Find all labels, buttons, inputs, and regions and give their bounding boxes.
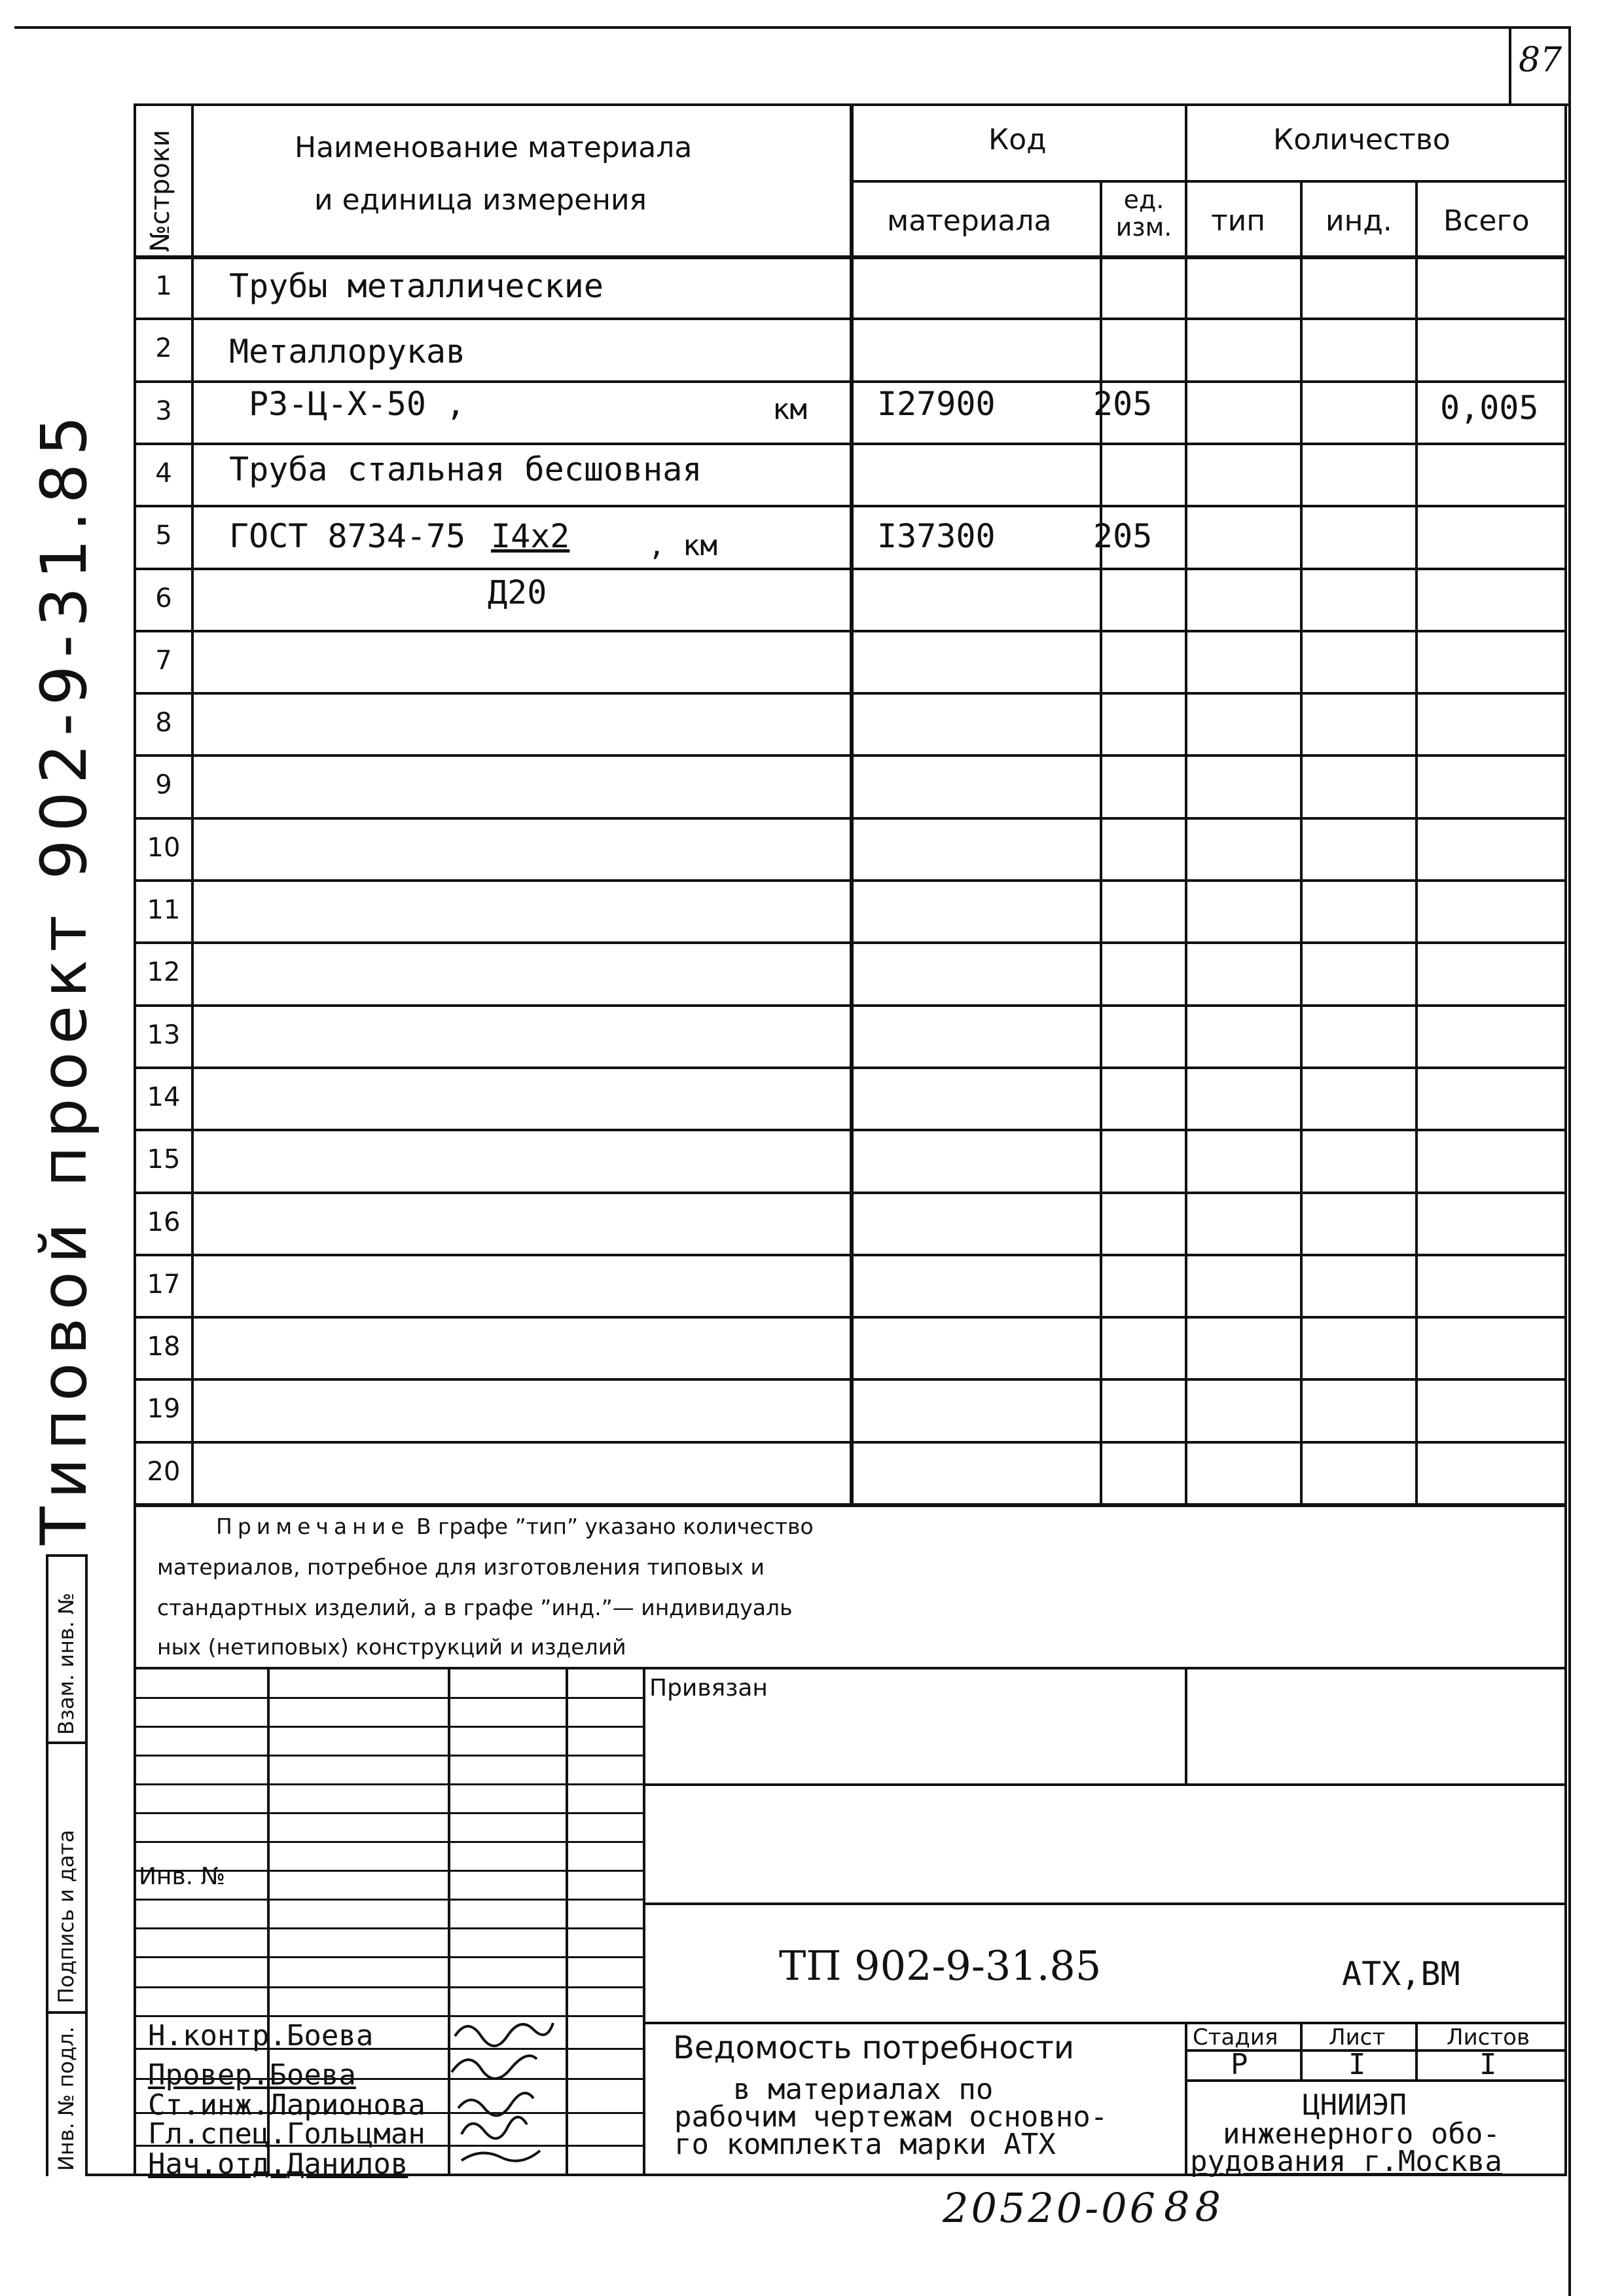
tb-grid-line <box>134 1956 644 1958</box>
tb-stage-div <box>1185 2022 1187 2175</box>
tb-org-3: рудования г.Москва <box>1190 2145 1502 2178</box>
strip-vzam: Взам. инв. № <box>54 1592 79 1735</box>
row-number: 18 <box>147 1332 181 1362</box>
row-3-code: I27900 <box>877 385 996 423</box>
tb-privyazan-div <box>1185 1667 1187 1785</box>
header-quantity: Количество <box>1273 123 1451 156</box>
col-unit <box>1185 103 1187 1504</box>
tb-col-d <box>643 1667 645 2175</box>
note-line-4: ных (нетиповых) конструкций и изделий <box>157 1634 626 1660</box>
tb-grid-line <box>134 1783 644 1785</box>
tb-left <box>134 1503 136 2175</box>
header-name-line1: Наименование материала <box>295 131 693 164</box>
note-lead: Примечание <box>216 1514 410 1539</box>
row-number: 4 <box>155 458 172 488</box>
frame-top <box>14 26 1570 29</box>
row-number: 12 <box>147 957 181 987</box>
tb-top <box>134 1667 1567 1669</box>
tb-stage-label: Стадия <box>1193 2024 1278 2050</box>
row-3-total: 0,005 <box>1440 389 1539 427</box>
signer-5: Нач.отд.Данилов <box>148 2147 408 2181</box>
tb-doc-title-2: в материалах по <box>733 2073 994 2106</box>
note-right <box>1564 1503 1567 1667</box>
tb-grid-line <box>134 1841 644 1843</box>
col-type <box>1300 180 1303 1504</box>
note-rest: В графе ”тип” указано количество <box>416 1514 814 1539</box>
tb-privyazan-bottom <box>643 1783 1567 1786</box>
tb-doc-title-4: го комплекта марки АТХ <box>674 2128 1056 2161</box>
row-number: 14 <box>147 1082 181 1112</box>
signer-4: Гл.спец.Гольцман <box>148 2117 425 2151</box>
tb-doc-title-3: рабочим чертежам основно- <box>674 2100 1108 2134</box>
row-number: 2 <box>155 333 172 363</box>
tb-grid-line <box>134 1927 644 1929</box>
row-number: 16 <box>147 1207 181 1237</box>
row-2-name: Металлорукав <box>229 333 466 371</box>
row-number: 17 <box>147 1269 181 1300</box>
row-5-code: I37300 <box>877 517 996 555</box>
tb-org-1: ЦНИИЭП <box>1303 2088 1407 2122</box>
row-number: 19 <box>147 1394 181 1424</box>
header-qty-ind: инд. <box>1326 204 1392 238</box>
row-1-name: Трубы металлические <box>229 267 604 305</box>
tb-grid-line <box>134 1726 644 1728</box>
strip-inv-podl: Инв. № подл. <box>54 2026 79 2171</box>
row-number: 11 <box>147 895 181 925</box>
side-title: Типовой проект 902-9-31.85 <box>27 407 101 1545</box>
row-number: 5 <box>155 520 172 551</box>
tb-sheet-label: Лист <box>1329 2024 1386 2050</box>
row-number: 3 <box>155 396 172 426</box>
tb-sheets-label: Листов <box>1447 2024 1530 2050</box>
tb-grid-line <box>134 1697 644 1699</box>
page-number-box-left <box>1509 26 1511 105</box>
header-subline <box>850 180 1567 183</box>
note-line-2: материалов, потребное для изготовления типовых и <box>157 1554 765 1580</box>
frame-right-inner <box>1564 105 1567 2174</box>
row-5-unit: , км <box>648 529 717 562</box>
row-number: 7 <box>155 646 172 676</box>
col-material <box>1100 180 1102 1504</box>
tb-privyazan: Привязан <box>649 1675 768 1702</box>
footer-page: 88 <box>1164 2183 1226 2231</box>
strip-right <box>85 1554 88 2176</box>
tb-grid-line <box>134 1899 644 1901</box>
row-number: 6 <box>155 583 172 613</box>
signer-2: Провер.Боева <box>148 2058 356 2092</box>
row-number: 13 <box>147 1020 181 1050</box>
header-code: Код <box>988 123 1047 156</box>
row-5-name: ГОСТ 8734-75 <box>229 517 466 555</box>
row-3-name: РЗ-Ц-Х-50 , <box>249 385 466 423</box>
row-6-fraction-denominator: Д20 <box>488 574 547 611</box>
tb-mark: АТХ,ВМ <box>1342 1955 1460 1993</box>
strip-podpis: Подпись и дата <box>54 1829 79 2003</box>
signer-1: Н.контр.Боева <box>148 2019 374 2052</box>
row-number: 15 <box>147 1144 181 1175</box>
signer-3: Ст.инж.Ларионова <box>148 2088 425 2122</box>
header-row-no: №строки <box>145 130 175 252</box>
tb-mid-line <box>643 1903 1567 1905</box>
tb-grid-line <box>134 1812 644 1814</box>
tb-grid-line <box>134 1755 644 1757</box>
tb-sheet: I <box>1348 2048 1366 2081</box>
signature-marks <box>442 2010 592 2174</box>
row-3-unit: км <box>772 393 807 426</box>
col-name <box>850 103 854 1504</box>
tb-doc-code: ТП 902-9-31.85 <box>779 1942 1102 1990</box>
note-line-1 <box>216 1514 814 1539</box>
row-number: 10 <box>147 833 181 863</box>
footer-number: 20520-06 <box>943 2184 1159 2232</box>
tb-org-2: инженерного обо- <box>1223 2117 1500 2151</box>
row-number: 1 <box>155 271 172 301</box>
header-code-material: материала <box>887 204 1052 238</box>
tb-stage: Р <box>1231 2048 1248 2081</box>
strip-left <box>46 1554 48 2176</box>
strip-top <box>46 1554 86 1557</box>
strip-div-1 <box>46 1741 86 1744</box>
note-line-3: стандартных изделий, а в графе ”инд.”— индивидуаль <box>157 1595 793 1620</box>
page-number: 87 <box>1519 41 1562 80</box>
row-number: 20 <box>147 1457 181 1487</box>
tb-sheets: I <box>1479 2048 1497 2081</box>
row-4-name: Труба стальная бесшовная <box>229 450 702 488</box>
row-3-unitcode: 205 <box>1093 385 1153 423</box>
row-5-fraction-numerator: I4x2 <box>491 517 570 555</box>
header-code-unit: ед. изм. <box>1115 185 1172 242</box>
tb-code-bottom <box>643 2022 1567 2024</box>
header-name-line2: и единица измерения <box>314 183 647 217</box>
row-number: 9 <box>155 770 172 800</box>
col-ind <box>1415 180 1418 1504</box>
tb-inv-no: Инв. № <box>139 1863 226 1890</box>
strip-div-2 <box>46 2011 86 2014</box>
row-5-unitcode: 205 <box>1093 517 1153 555</box>
frame-right <box>1568 26 1571 2296</box>
header-qty-total: Всего <box>1443 204 1530 238</box>
tb-grid-line <box>134 1986 644 1988</box>
row-number: 8 <box>155 708 172 738</box>
header-qty-type: тип <box>1211 204 1265 238</box>
tb-doc-title-1: Ведомость потребности <box>673 2030 1075 2066</box>
